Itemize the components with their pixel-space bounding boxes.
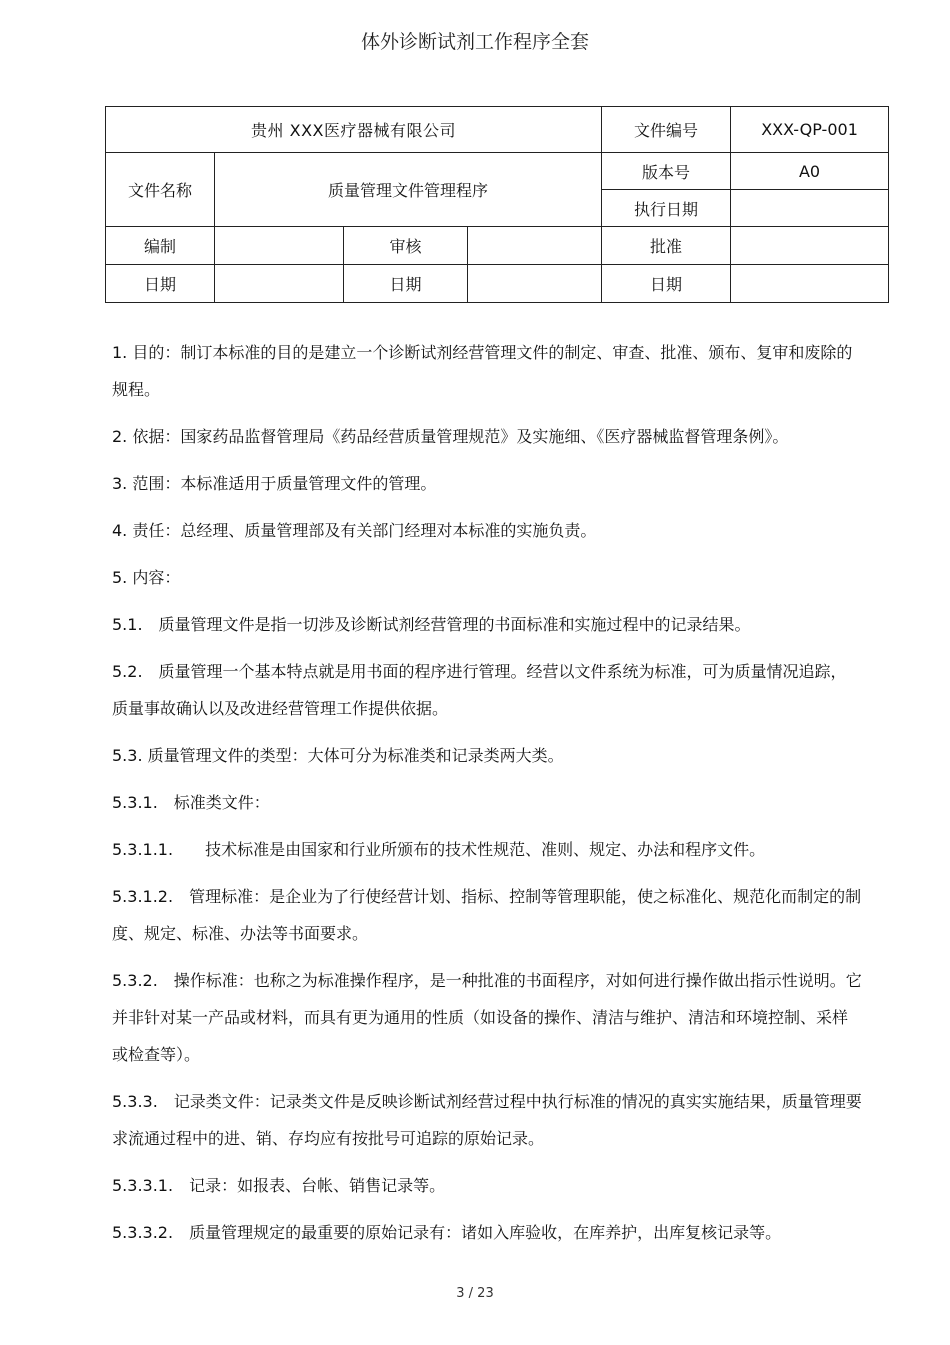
paragraph: 3. 范围：本标准适用于质量管理文件的管理。 bbox=[112, 474, 437, 493]
approved-date-value bbox=[731, 265, 889, 303]
reviewed-value bbox=[468, 227, 602, 265]
paragraph: 5. 内容： bbox=[112, 568, 181, 587]
version-value: A0 bbox=[731, 153, 889, 190]
prepared-date-value bbox=[215, 265, 344, 303]
reviewed-date-label: 日期 bbox=[344, 265, 468, 303]
paragraph: 5.2. 质量管理一个基本特点就是用书面的程序进行管理。经营以文件系统为标准，可为质量情况追踪，质量事故确认以及改进经营管理工作提供依据。 bbox=[112, 662, 847, 718]
paragraph: 5.3. 质量管理文件的类型：大体可分为标准类和记录类两大类。 bbox=[112, 746, 564, 765]
document-control-table bbox=[105, 106, 889, 303]
reviewed-label: 审核 bbox=[344, 227, 468, 265]
prepared-label: 编制 bbox=[106, 227, 215, 265]
doc-no-label: 文件编号 bbox=[602, 107, 731, 153]
version-label: 版本号 bbox=[602, 153, 731, 190]
approved-label: 批准 bbox=[602, 227, 731, 265]
paragraph: 1. 目的：制订本标准的目的是建立一个诊断试剂经营管理文件的制定、审查、批准、颁布、复审和废除的规程。 bbox=[112, 343, 853, 399]
paragraph: 5.3.1.2. 管理标准：是企业为了行使经营计划、指标、控制等管理职能，使之标准化、规范化而制定的制度、规定、标准、办法等书面要求。 bbox=[112, 887, 862, 943]
document-body bbox=[112, 334, 862, 1261]
doc-no-value: XXX-QP-001 bbox=[731, 107, 889, 153]
prepared-value bbox=[215, 227, 344, 265]
approved-date-label: 日期 bbox=[602, 265, 731, 303]
paragraph: 4. 责任：总经理、质量管理部及有关部门经理对本标准的实施负责。 bbox=[112, 521, 597, 540]
page-number: 3 / 23 bbox=[456, 1286, 494, 1301]
paragraph: 5.3.3.2. 质量管理规定的最重要的原始记录有：诸如入库验收，在库养护，出库复核记录等。 bbox=[112, 1223, 782, 1242]
paragraph: 2. 依据：国家药品监督管理局《药品经营质量管理规范》及实施细、《医疗器械监督管理条例》。 bbox=[112, 427, 789, 446]
prepared-date-label: 日期 bbox=[106, 265, 215, 303]
reviewed-date-value bbox=[468, 265, 602, 303]
paragraph: 5.3.3. 记录类文件：记录类文件是反映诊断试剂经营过程中执行标准的情况的真实实施结果，质量管理要求流通过程中的进、销、存均应有按批号可追踪的原始记录。 bbox=[112, 1092, 862, 1148]
document-header-title: 体外诊断试剂工作程序全套 bbox=[360, 31, 589, 53]
paragraph: 5.1. 质量管理文件是指一切涉及诊断试剂经营管理的书面标准和实施过程中的记录结果。 bbox=[112, 615, 751, 634]
approved-value bbox=[731, 227, 889, 265]
effective-date-label: 执行日期 bbox=[602, 190, 731, 227]
paragraph: 5.3.3.1. 记录：如报表、台帐、销售记录等。 bbox=[112, 1176, 446, 1195]
paragraph: 5.3.1. 标准类文件： bbox=[112, 793, 270, 812]
effective-date-value bbox=[731, 190, 889, 227]
company-name: 贵州 XXX医疗器械有限公司 bbox=[106, 107, 602, 153]
paragraph: 5.3.1.1. 技术标准是由国家和行业所颁布的技术性规范、准则、规定、办法和程序文件。 bbox=[112, 840, 766, 859]
paragraph: 5.3.2. 操作标准：也称之为标准操作程序，是一种批准的书面程序，对如何进行操作做出指示性说明。它并非针对某一产品或材料，而具有更为通用的性质（如设备的操作、清洁与维护、清洁和环境控制、采样或检查等）。 bbox=[112, 971, 862, 1064]
doc-name-label: 文件名称 bbox=[106, 153, 215, 227]
doc-name-value: 质量管理文件管理程序 bbox=[215, 153, 602, 227]
